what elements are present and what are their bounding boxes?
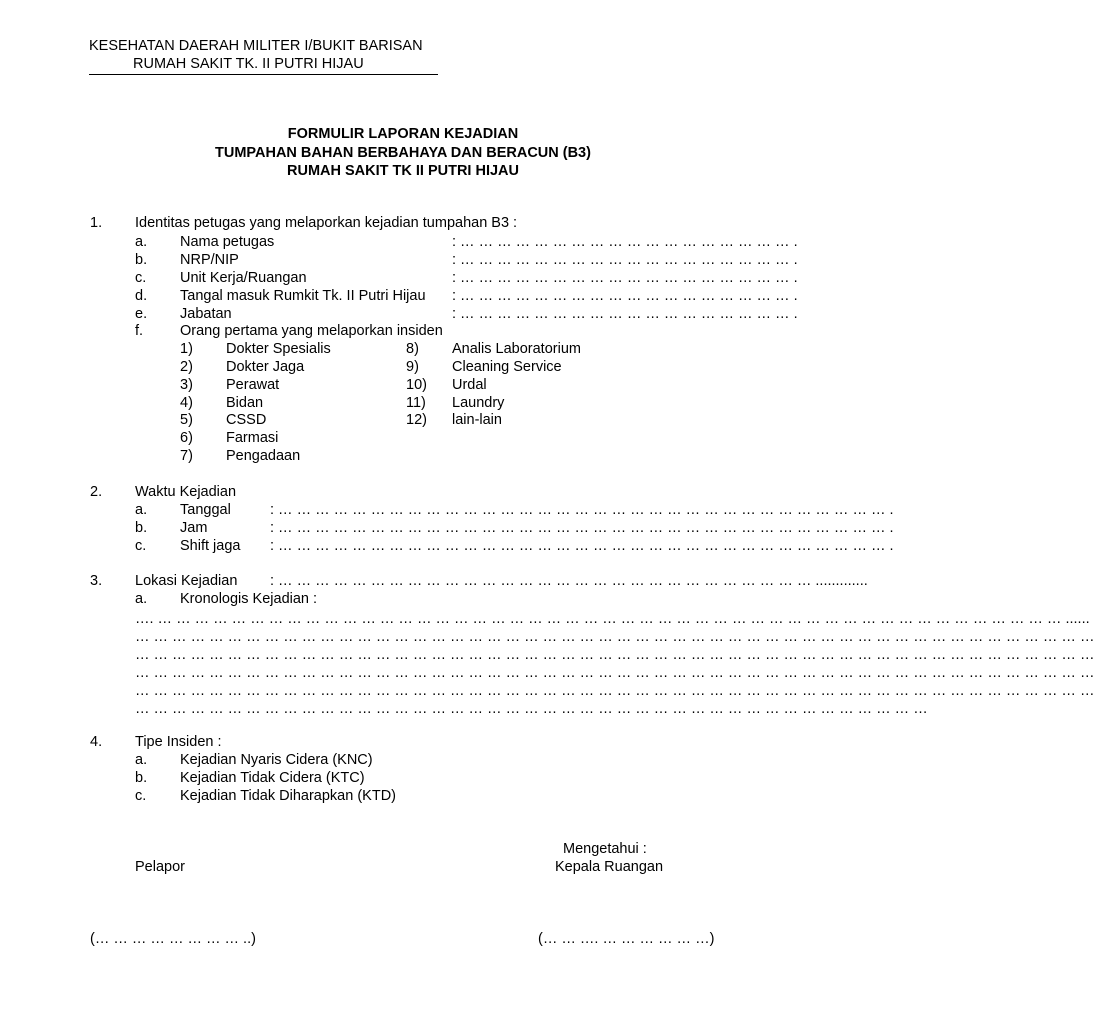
reporter-signature-blank[interactable]: (… … … … … … … … ..) — [90, 931, 256, 947]
option-number: 11) — [406, 395, 426, 411]
kronologis-line[interactable]: … … … … … … … … … … … … … … … … … … … … … … … … … … … … … … … … … … … … … … … … … … … … … … … … … … … … — [135, 629, 1094, 645]
option-number: 8) — [406, 341, 419, 357]
option-number: 3) — [180, 377, 193, 393]
option-urdal[interactable]: Urdal — [452, 377, 487, 393]
field-letter: c. — [135, 538, 147, 554]
field-letter: c. — [135, 270, 147, 286]
option-bidan[interactable]: Bidan — [226, 395, 264, 411]
field-fill-tanggal[interactable]: : … … … … … … … … … … … … … … … … … … … … … … … … … … … … … … … … … . — [270, 502, 894, 518]
field-label-tanggal: Tanggal — [180, 502, 231, 518]
section-4-number: 4. — [90, 734, 103, 750]
head-signature-blank[interactable]: (… … …. … … … … … …) — [538, 931, 715, 947]
option-number: 2) — [180, 359, 193, 375]
field-label-tanggal-masuk: Tangal masuk Rumkit Tk. II Putri Hijau — [180, 288, 426, 304]
field-label-jam: Jam — [180, 520, 208, 536]
header-line-2: RUMAH SAKIT TK. II PUTRI HIJAU — [133, 56, 364, 72]
form-title-line-3: RUMAH SAKIT TK II PUTRI HIJAU — [287, 163, 519, 179]
field-fill-nama-petugas[interactable]: : … … … … … … … … … … … … … … … … … … . — [452, 234, 798, 250]
option-perawat[interactable]: Perawat — [226, 377, 280, 393]
field-label-nama-petugas: Nama petugas — [180, 234, 275, 250]
field-fill-jam[interactable]: : … … … … … … … … … … … … … … … … … … … … … … … … … … … … … … … … … . — [270, 520, 894, 536]
option-dokter-spesialis[interactable]: Dokter Spesialis — [226, 341, 331, 357]
option-dokter-jaga[interactable]: Dokter Jaga — [226, 359, 305, 375]
field-fill-shift-jaga[interactable]: : … … … … … … … … … … … … … … … … … … … … … … … … … … … … … … … … … . — [270, 538, 894, 554]
option-number: 1) — [180, 341, 193, 357]
field-letter: a. — [135, 591, 148, 607]
section-4-heading: Tipe Insiden : — [135, 734, 222, 750]
field-label-first-reporter: Orang pertama yang melaporkan insiden — [180, 323, 443, 339]
field-label-unit-kerja: Unit Kerja/Ruangan — [180, 270, 307, 286]
option-ktd[interactable]: Kejadian Tidak Diharapkan (KTD) — [180, 788, 396, 804]
field-letter: b. — [135, 770, 148, 786]
known-label: Mengetahui : — [563, 841, 647, 857]
field-label-kronologis: Kronologis Kejadian : — [180, 591, 318, 607]
option-cleaning-service[interactable]: Cleaning Service — [452, 359, 562, 375]
field-label-shift-jaga: Shift jaga — [180, 538, 241, 554]
kronologis-line[interactable]: …. … … … … … … … … … … … … … … … … … … … … … … … … … … … … … … … … … … … … … … … … … … … … … … … … … ...... — [135, 611, 1090, 627]
field-letter: f. — [135, 323, 144, 339]
option-number: 5) — [180, 412, 193, 428]
option-pengadaan[interactable]: Pengadaan — [226, 448, 301, 464]
form-title-line-2: TUMPAHAN BAHAN BERBAHAYA DAN BERACUN (B3) — [215, 145, 591, 161]
field-letter: c. — [135, 788, 147, 804]
option-lain-lain[interactable]: lain-lain — [452, 412, 502, 428]
option-number: 4) — [180, 395, 193, 411]
field-label-jabatan: Jabatan — [180, 306, 232, 322]
field-fill-nrp-nip[interactable]: : … … … … … … … … … … … … … … … … … … . — [452, 252, 798, 268]
option-number: 6) — [180, 430, 193, 446]
field-letter: b. — [135, 252, 148, 268]
section-2-heading: Waktu Kejadian — [135, 484, 237, 500]
header-line-1: KESEHATAN DAERAH MILITER I/BUKIT BARISAN — [89, 38, 423, 54]
section-1-number: 1. — [90, 215, 103, 231]
option-number: 10) — [406, 377, 427, 393]
header-divider — [89, 74, 438, 75]
section-2-number: 2. — [90, 484, 103, 500]
option-number: 9) — [406, 359, 419, 375]
field-fill-unit-kerja[interactable]: : … … … … … … … … … … … … … … … … … … . — [452, 270, 798, 286]
field-letter: b. — [135, 520, 148, 536]
head-label: Kepala Ruangan — [555, 859, 664, 875]
form-title-line-1: FORMULIR LAPORAN KEJADIAN — [287, 126, 519, 142]
section-3-heading: Lokasi Kejadian — [135, 573, 238, 589]
field-fill-jabatan[interactable]: : … … … … … … … … … … … … … … … … … … . — [452, 306, 798, 322]
field-letter: a. — [135, 752, 148, 768]
kronologis-line[interactable]: … … … … … … … … … … … … … … … … … … … … … … … … … … … … … … … … … … … … … … … … … … … … … … … … … … … … — [135, 683, 1094, 699]
field-fill-lokasi[interactable]: : … … … … … … … … … … … … … … … … … … … … … … … … … … … … … ............. — [270, 573, 868, 589]
field-letter: a. — [135, 502, 148, 518]
option-knc[interactable]: Kejadian Nyaris Cidera (KNC) — [180, 752, 373, 768]
option-farmasi[interactable]: Farmasi — [226, 430, 279, 446]
option-analis-laboratorium[interactable]: Analis Laboratorium — [452, 341, 581, 357]
option-number: 7) — [180, 448, 193, 464]
section-1-heading: Identitas petugas yang melaporkan kejadian tumpahan B3 : — [135, 215, 518, 231]
field-label-nrp-nip: NRP/NIP — [180, 252, 239, 268]
field-letter: a. — [135, 234, 148, 250]
field-letter: e. — [135, 306, 148, 322]
field-fill-tanggal-masuk[interactable]: : … … … … … … … … … … … … … … … … … … . — [452, 288, 798, 304]
option-laundry[interactable]: Laundry — [452, 395, 505, 411]
option-cssd[interactable]: CSSD — [226, 412, 267, 428]
reporter-label: Pelapor — [135, 859, 185, 875]
option-number: 12) — [406, 412, 427, 428]
option-ktc[interactable]: Kejadian Tidak Cidera (KTC) — [180, 770, 365, 786]
kronologis-line[interactable]: … … … … … … … … … … … … … … … … … … … … … … … … … … … … … … … … … … … … … … … … … … … — [135, 701, 928, 717]
kronologis-line[interactable]: … … … … … … … … … … … … … … … … … … … … … … … … … … … … … … … … … … … … … … … … … … … … … … … … … … … … — [135, 665, 1094, 681]
field-letter: d. — [135, 288, 148, 304]
section-3-number: 3. — [90, 573, 103, 589]
kronologis-line[interactable]: … … … … … … … … … … … … … … … … … … … … … … … … … … … … … … … … … … … … … … … … … … … … … … … … … … … … — [135, 647, 1094, 663]
